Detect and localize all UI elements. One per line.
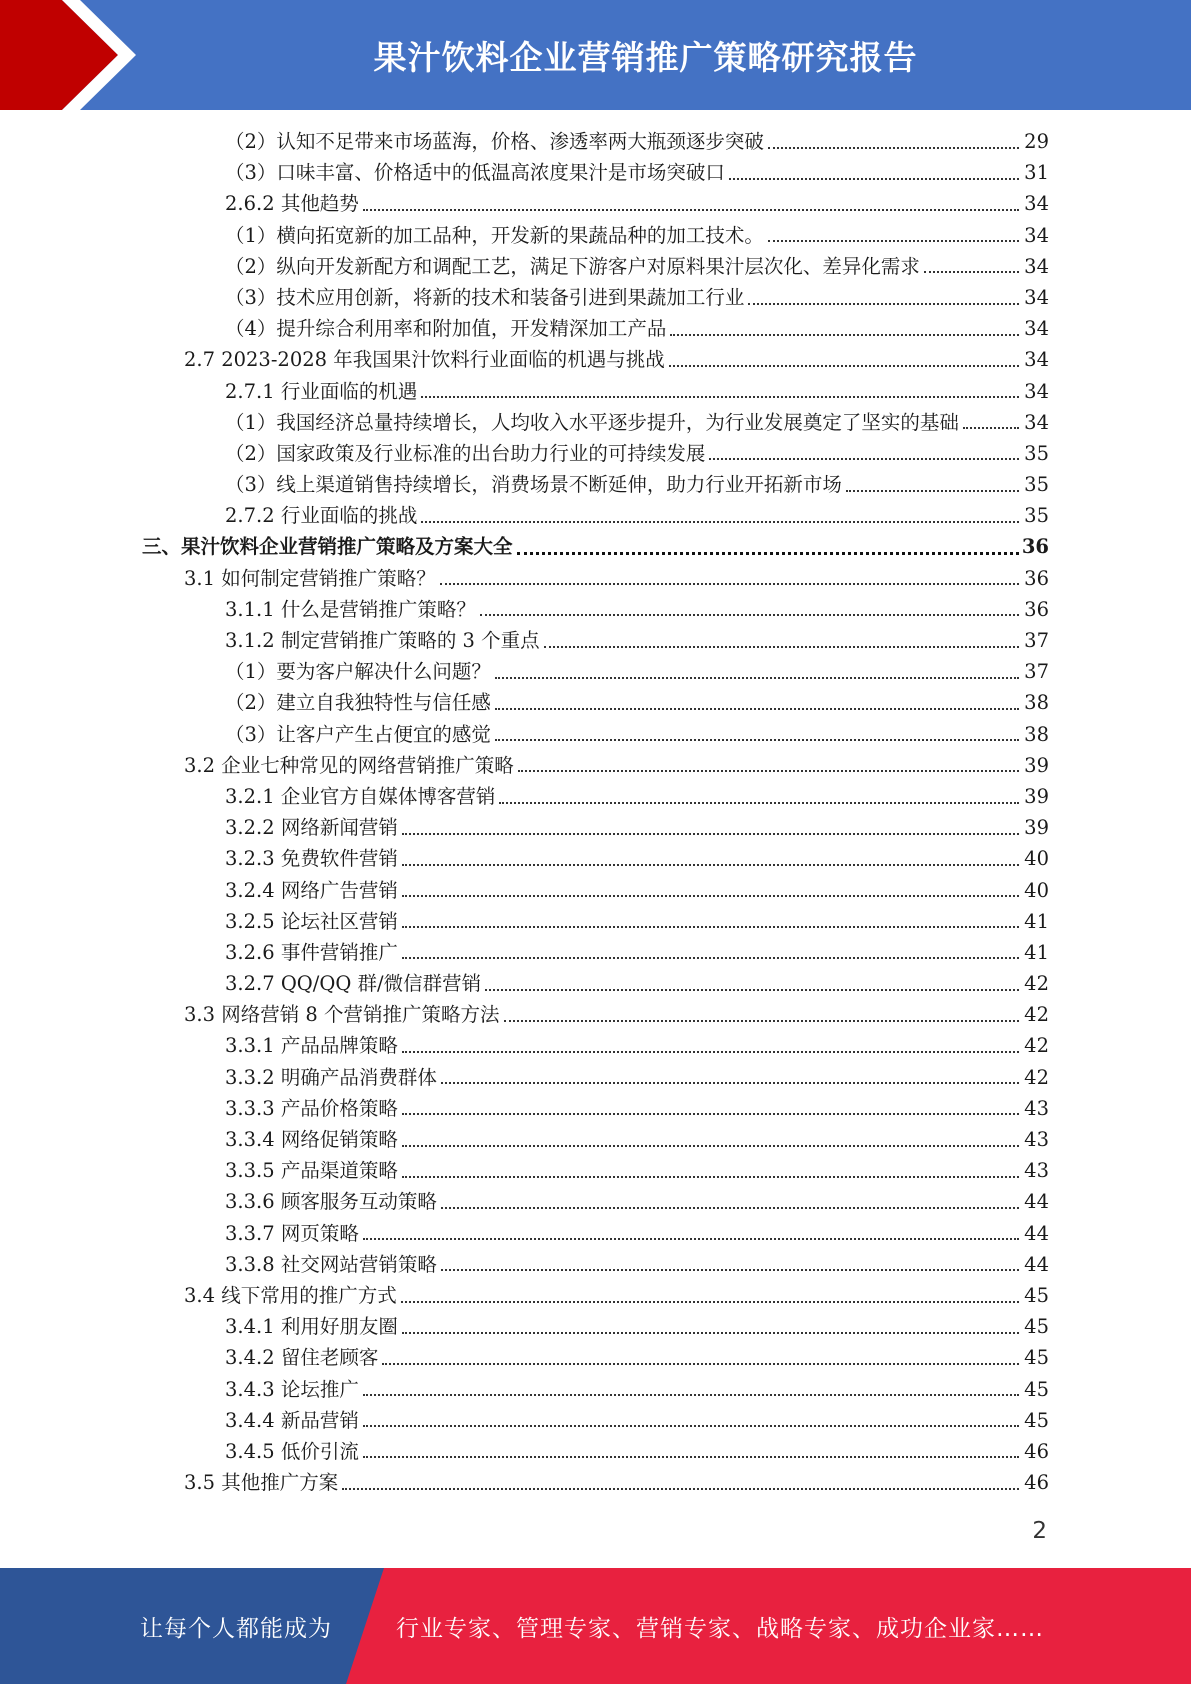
toc-dot-leader [441, 1207, 1019, 1209]
toc-entry-page: 44 [1024, 1190, 1049, 1214]
toc-entry-title: 2.6.2 其他趋势 [225, 192, 359, 216]
toc-entry-page: 43 [1024, 1159, 1049, 1183]
toc-entry-page: 42 [1024, 972, 1049, 996]
toc-entry-title: 3.2 企业七种常见的网络营销推广策略 [184, 753, 514, 777]
toc-entry[interactable] [0, 313, 1049, 344]
toc-dot-leader [670, 334, 1019, 336]
toc-entry[interactable] [0, 594, 1049, 625]
toc-dot-leader [441, 1269, 1019, 1271]
toc-entry-title: 3.3 网络营销 8 个营销推广策略方法 [184, 1003, 500, 1027]
toc-entry-page: 42 [1024, 1034, 1049, 1058]
toc-dot-leader [517, 552, 1019, 555]
toc-dot-leader [495, 739, 1019, 741]
toc-entry[interactable] [0, 220, 1049, 251]
toc-entry[interactable] [0, 469, 1049, 500]
toc-entry-title: 3.3.5 产品渠道策略 [225, 1159, 398, 1183]
toc-entry-page: 39 [1024, 784, 1049, 808]
toc-entry-page: 34 [1024, 410, 1049, 434]
toc-entry-page: 40 [1024, 878, 1049, 902]
table-of-contents [0, 126, 1191, 1498]
toc-entry[interactable] [0, 1124, 1049, 1155]
toc-dot-leader [401, 1301, 1019, 1303]
toc-entry[interactable] [0, 1467, 1049, 1498]
toc-entry-page: 34 [1024, 285, 1049, 309]
toc-entry-page: 36 [1024, 566, 1049, 590]
toc-entry-page: 39 [1024, 816, 1049, 840]
toc-entry-title: 3.3.4 网络促销策略 [225, 1128, 398, 1151]
toc-entry-title: （1）我国经济总量持续增长，人均收入水平逐步提升，为行业发展奠定了坚实的基础 [225, 410, 959, 434]
toc-entry-title: （1）横向拓宽新的加工品种，开发新的果蔬品种的加工技术。 [225, 223, 764, 247]
toc-dot-leader [768, 147, 1019, 149]
toc-entry[interactable] [0, 1062, 1049, 1093]
toc-entry[interactable] [0, 1311, 1049, 1342]
toc-dot-leader [402, 1051, 1019, 1053]
toc-dot-leader [382, 1363, 1019, 1365]
toc-entry[interactable] [0, 906, 1049, 937]
report-header [0, 0, 1191, 110]
report-title: 果汁饮料企业营销推广策略研究报告 [373, 37, 918, 77]
toc-entry-page: 34 [1024, 348, 1049, 372]
toc-entry-page: 39 [1024, 753, 1049, 777]
toc-entry-page: 40 [1024, 847, 1049, 871]
toc-entry-title: 3.4 线下常用的推广方式 [184, 1283, 397, 1307]
toc-entry-page: 42 [1024, 1065, 1049, 1089]
header-arrow-decoration [0, 0, 160, 110]
toc-entry-page: 46 [1024, 1439, 1049, 1463]
toc-entry-page: 42 [1024, 1003, 1049, 1027]
toc-entry[interactable] [0, 1186, 1049, 1217]
toc-entry[interactable] [0, 1249, 1049, 1280]
toc-entry-title: 2.7 2023-2028 年我国果汁饮料行业面临的机遇与挑战 [184, 348, 665, 372]
toc-entry[interactable] [0, 1342, 1049, 1373]
toc-entry-page: 34 [1024, 223, 1049, 247]
toc-dot-leader [441, 1082, 1019, 1084]
toc-entry-page: 36 [1021, 535, 1049, 559]
toc-entry-title: 3.4.3 论坛推广 [225, 1377, 359, 1401]
toc-entry[interactable] [0, 1218, 1049, 1249]
toc-entry-title: （2）国家政策及行业标准的出台助力行业的可持续发展 [225, 441, 706, 465]
toc-dot-leader [504, 1020, 1019, 1022]
toc-dot-leader [342, 1488, 1019, 1490]
toc-entry[interactable] [0, 1093, 1049, 1124]
toc-entry-title: 3.2.7 QQ/QQ 群/微信群营销 [225, 972, 482, 996]
toc-entry[interactable] [0, 1280, 1049, 1311]
toc-entry-title: （1）要为客户解决什么问题？ [225, 660, 491, 684]
toc-entry-title: 3.4.2 留住老顾客 [225, 1346, 379, 1370]
toc-dot-leader [729, 178, 1019, 180]
toc-entry-page: 38 [1024, 691, 1049, 715]
toc-entry-page: 45 [1024, 1315, 1049, 1339]
footer-slogan-right: 行业专家、管理专家、营销专家、战略专家、成功企业家…… [396, 1615, 1044, 1642]
toc-dot-leader [544, 646, 1019, 648]
toc-entry[interactable] [0, 344, 1049, 375]
toc-entry[interactable] [0, 999, 1049, 1030]
toc-entry-title: 2.7.2 行业面临的挑战 [225, 504, 418, 528]
toc-dot-leader [421, 396, 1019, 398]
toc-entry[interactable] [0, 843, 1049, 874]
toc-dot-leader [402, 833, 1019, 835]
toc-dot-leader [440, 583, 1019, 585]
toc-entry-title: （3）线上渠道销售持续增长，消费场景不断延伸，助力行业开拓新市场 [225, 473, 842, 497]
toc-entry-page: 34 [1024, 254, 1049, 278]
toc-entry[interactable] [0, 126, 1049, 157]
toc-dot-leader [402, 926, 1019, 928]
toc-dot-leader [495, 677, 1019, 679]
toc-dot-leader [748, 303, 1019, 305]
toc-dot-leader [363, 1394, 1019, 1396]
toc-dot-leader [669, 365, 1019, 367]
toc-entry-page: 45 [1024, 1346, 1049, 1370]
toc-entry[interactable] [0, 376, 1049, 407]
toc-entry[interactable] [0, 1374, 1049, 1405]
toc-dot-leader [495, 708, 1019, 710]
toc-entry[interactable] [0, 188, 1049, 219]
toc-dot-leader [518, 770, 1019, 772]
toc-entry-page: 43 [1024, 1096, 1049, 1120]
toc-entry-page: 44 [1024, 1252, 1049, 1276]
toc-entry-page: 34 [1024, 379, 1049, 403]
toc-entry[interactable] [0, 719, 1049, 750]
toc-entry[interactable] [0, 750, 1049, 781]
toc-entry-title: 3.1 如何制定营销推广策略？ [184, 566, 436, 590]
toc-entry[interactable] [0, 563, 1049, 594]
toc-entry-page: 35 [1024, 473, 1049, 497]
toc-entry-page: 45 [1024, 1283, 1049, 1307]
toc-entry-page: 34 [1024, 192, 1049, 216]
toc-entry-title: 3.2.4 网络广告营销 [225, 878, 398, 902]
toc-dot-leader [402, 1176, 1019, 1178]
toc-entry-title: 3.3.6 顾客服务互动策略 [225, 1190, 437, 1214]
toc-entry[interactable] [0, 1030, 1049, 1061]
toc-entry[interactable] [0, 875, 1049, 906]
toc-dot-leader [963, 427, 1019, 429]
toc-entry-title: 3.2.3 免费软件营销 [225, 847, 398, 871]
toc-entry-title: 3.3.7 网页策略 [225, 1221, 359, 1245]
toc-entry[interactable] [0, 781, 1049, 812]
toc-entry-page: 41 [1024, 909, 1049, 933]
toc-entry-page: 41 [1024, 940, 1049, 964]
toc-dot-leader [709, 458, 1019, 460]
toc-dot-leader [421, 521, 1019, 523]
toc-entry[interactable] [0, 1436, 1049, 1467]
report-footer [0, 1568, 1191, 1684]
toc-entry-page: 35 [1024, 504, 1049, 528]
toc-dot-leader [363, 1238, 1019, 1240]
toc-entry-title: （3）技术应用创新，将新的技术和装备引进到果蔬加工行业 [225, 285, 745, 309]
toc-entry[interactable] [0, 812, 1049, 843]
toc-entry-page: 37 [1024, 629, 1049, 652]
toc-entry[interactable] [0, 1155, 1049, 1186]
toc-entry-title: 3.4.1 利用好朋友圈 [225, 1315, 398, 1339]
toc-dot-leader [402, 1332, 1019, 1334]
toc-entry-title: 3.4.4 新品营销 [225, 1408, 359, 1432]
toc-entry-title: 3.4.5 低价引流 [225, 1439, 359, 1463]
toc-dot-leader [768, 240, 1019, 242]
toc-entry-page: 45 [1024, 1377, 1049, 1401]
toc-entry-page: 44 [1024, 1221, 1049, 1245]
toc-entry-title: 3.5 其他推广方案 [184, 1471, 339, 1495]
toc-dot-leader [402, 864, 1019, 866]
toc-entry-page: 37 [1024, 660, 1049, 684]
toc-entry-title: 3.3.8 社交网站营销策略 [225, 1252, 437, 1276]
toc-entry-page: 29 [1024, 130, 1049, 153]
toc-entry-title: 3.3.1 产品品牌策略 [225, 1034, 398, 1058]
toc-entry-page: 31 [1024, 161, 1049, 185]
toc-entry[interactable] [0, 438, 1049, 469]
toc-entry-title: （2）纵向开发新配方和调配工艺，满足下游客户对原料果汁层次化、差异化需求 [225, 254, 920, 278]
toc-entry-title: （2）建立自我独特性与信任感 [225, 691, 491, 715]
toc-entry-page: 38 [1024, 722, 1049, 746]
toc-entry[interactable] [0, 407, 1049, 438]
toc-entry-title: 3.2.2 网络新闻营销 [225, 816, 398, 840]
toc-entry-title: （3）让客户产生占便宜的感觉 [225, 722, 491, 746]
toc-dot-leader [363, 1456, 1019, 1458]
toc-entry[interactable] [0, 251, 1049, 282]
toc-entry[interactable] [0, 968, 1049, 999]
toc-entry-page: 46 [1024, 1471, 1049, 1495]
toc-entry[interactable] [0, 625, 1049, 656]
toc-dot-leader [402, 957, 1019, 959]
toc-entry-title: 3.3.2 明确产品消费群体 [225, 1065, 437, 1089]
toc-dot-leader [499, 802, 1019, 804]
toc-entry-page: 35 [1024, 441, 1049, 465]
footer-slogan-left: 让每个人都能成为 [140, 1615, 332, 1642]
toc-entry-title: 3.3.3 产品价格策略 [225, 1096, 398, 1120]
toc-entry[interactable] [0, 157, 1049, 188]
toc-entry-page: 34 [1024, 317, 1049, 341]
toc-entry-title: 3.2.6 事件营销推广 [225, 940, 398, 964]
toc-dot-leader [924, 271, 1019, 273]
toc-entry[interactable] [0, 937, 1049, 968]
toc-entry[interactable] [0, 531, 1049, 562]
toc-dot-leader [402, 895, 1019, 897]
toc-entry[interactable] [0, 1405, 1049, 1436]
toc-dot-leader [402, 1145, 1019, 1147]
page-number: 2 [1032, 1518, 1047, 1544]
toc-entry-page: 43 [1024, 1128, 1049, 1151]
toc-dot-leader [480, 614, 1019, 616]
toc-dot-leader [846, 490, 1019, 492]
toc-entry[interactable] [0, 282, 1049, 313]
toc-entry-page: 36 [1024, 597, 1049, 621]
toc-entry-title: 三、果汁饮料企业营销推广策略及方案大全 [142, 535, 513, 559]
toc-entry[interactable] [0, 687, 1049, 718]
toc-entry[interactable] [0, 656, 1049, 687]
toc-entry-title: 3.1.2 制定营销推广策略的 3 个重点 [225, 629, 540, 652]
toc-entry-page: 45 [1024, 1408, 1049, 1432]
toc-dot-leader [485, 989, 1019, 991]
toc-dot-leader [402, 1113, 1019, 1115]
toc-entry-title: （2）认知不足带来市场蓝海，价格、渗透率两大瓶颈逐步突破 [225, 130, 764, 153]
toc-entry-title: （4）提升综合利用率和附加值，开发精深加工产品 [225, 317, 667, 341]
toc-entry-title: 3.1.1 什么是营销推广策略？ [225, 597, 476, 621]
toc-entry[interactable] [0, 500, 1049, 531]
toc-dot-leader [363, 209, 1019, 211]
toc-entry-title: 2.7.1 行业面临的机遇 [225, 379, 418, 403]
toc-entry-title: 3.2.1 企业官方自媒体博客营销 [225, 784, 496, 808]
toc-entry-title: 3.2.5 论坛社区营销 [225, 909, 398, 933]
toc-entry-title: （3）口味丰富、价格适中的低温高浓度果汁是市场突破口 [225, 161, 725, 185]
toc-dot-leader [363, 1425, 1019, 1427]
